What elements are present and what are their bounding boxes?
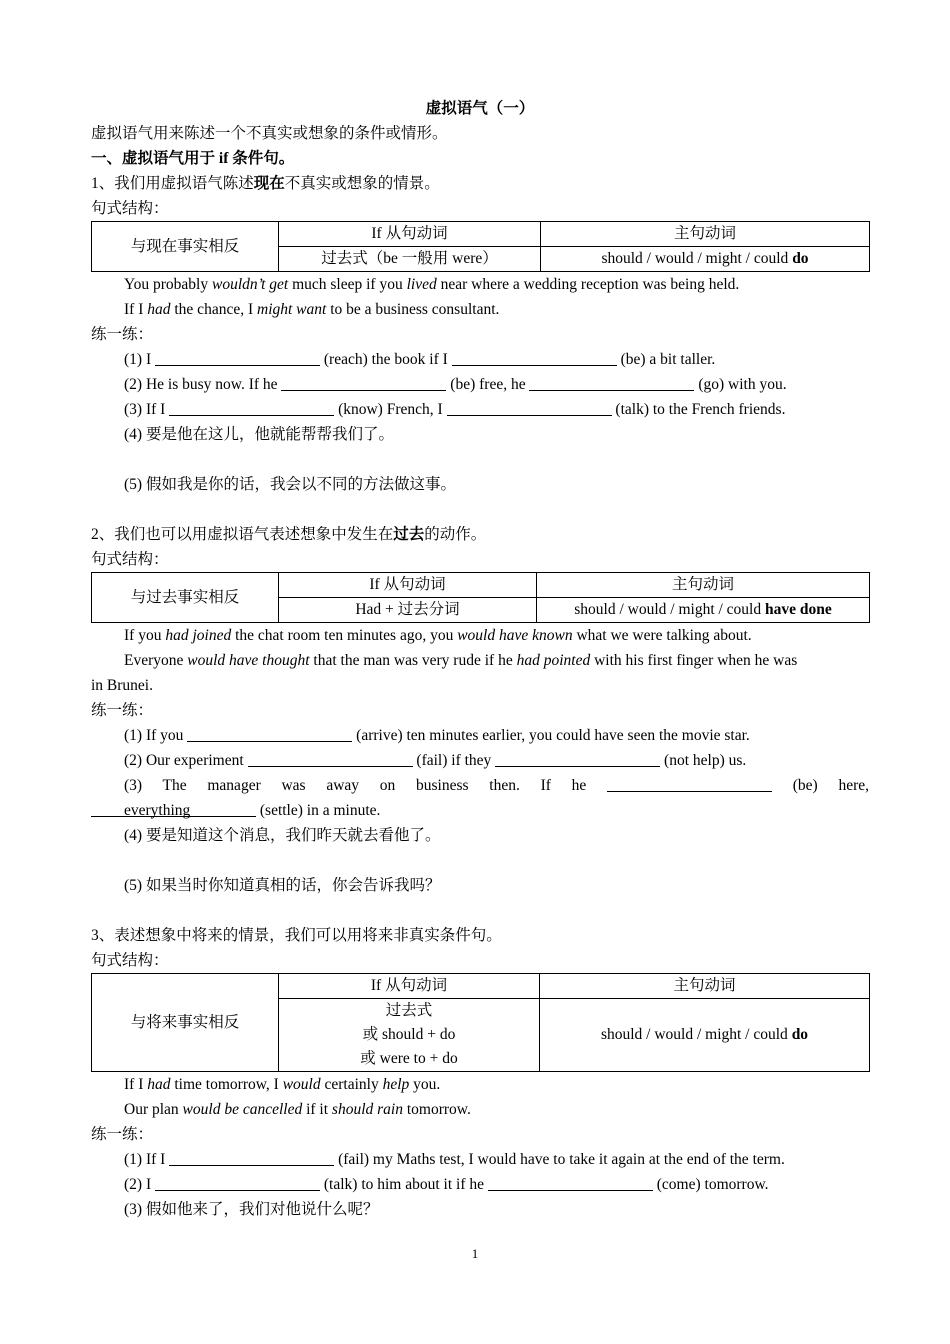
page-title: 虚拟语气（一） <box>425 100 535 117</box>
table-if-form: 过去式 <box>279 999 540 1024</box>
exercise-item: (5) 如果当时你知道真相的话，你会告诉我吗？ <box>124 877 441 894</box>
table-header-if: If 从句动词 <box>279 573 537 598</box>
table-main-form: should / would / might / could do <box>540 999 870 1072</box>
intro-text: 虚拟语气用来陈述一个不真实或想象的条件或情形。 <box>91 125 448 142</box>
exercise-item: (1) I (reach) the book if I (be) a bit taller. <box>124 351 716 368</box>
exercise-item: (1) If you (arrive) ten minutes earlier, you could have seen the movie star. <box>124 727 750 744</box>
table-row-label: 与过去事实相反 <box>92 573 279 623</box>
section-heading: 一、虚拟语气用于 if 条件句。 <box>91 150 295 167</box>
exercise-item: (2) Our experiment (fail) if they (not help) us. <box>124 752 747 769</box>
answer-blank[interactable] <box>529 375 694 391</box>
example-sentence: If you had joined the chat room ten minutes ago, you would have known what we were talking about. <box>124 627 752 644</box>
table-header-if: If 从句动词 <box>279 222 541 247</box>
answer-blank[interactable] <box>495 751 660 767</box>
exercise-item: (3) If I (know) French, I (talk) to the French friends. <box>124 401 786 418</box>
part3-heading: 3、表述想象中将来的情景，我们可以用将来非真实条件句。 <box>91 927 502 944</box>
answer-blank[interactable] <box>155 1175 320 1191</box>
practice-label: 练一练： <box>91 1126 154 1143</box>
part2-heading: 2、我们也可以用虚拟语气表述想象中发生在过去的动作。 <box>91 526 487 543</box>
answer-blank[interactable] <box>488 1175 653 1191</box>
exercise-item: (4) 要是知道这个消息，我们昨天就去看他了。 <box>124 827 441 844</box>
example-sentence: You probably wouldn’t get much sleep if you lived near where a wedding reception was being held. <box>124 276 740 293</box>
exercise-item: (2) I (talk) to him about it if he (come) tomorrow. <box>124 1176 769 1193</box>
table-if-form: 或 were to + do <box>279 1047 540 1072</box>
exercise-item: (4) 要是他在这儿，他就能帮帮我们了。 <box>124 426 394 443</box>
table-row-label: 与现在事实相反 <box>92 222 279 272</box>
exercise-item: (5) 假如我是你的话，我会以不同的方法做这事。 <box>124 476 456 493</box>
answer-blank[interactable] <box>447 400 612 416</box>
answer-blank[interactable] <box>607 776 772 792</box>
table-header-if: If 从句动词 <box>279 974 540 999</box>
example-sentence: Our plan would be cancelled if it should rain tomorrow. <box>124 1101 471 1118</box>
table-header-main: 主句动词 <box>537 573 870 598</box>
table-if-form: 或 should + do <box>279 1023 540 1047</box>
part1-heading: 1、我们用虚拟语气陈述现在不真实或想象的情景。 <box>91 175 440 192</box>
exercise-item: (3) The manager was away on business then. If he (be) here, everything <box>124 777 869 819</box>
page-number: 1 <box>471 1246 479 1261</box>
part1-structure-table <box>91 221 870 272</box>
exercise-item: (1) If I (fail) my Maths test, I would have to take it again at the end of the term. <box>124 1151 785 1168</box>
answer-blank[interactable] <box>91 801 256 817</box>
practice-label: 练一练： <box>91 326 154 343</box>
answer-blank[interactable] <box>281 375 446 391</box>
part3-structure-table <box>91 973 870 1072</box>
exercise-item: (2) He is busy now. If he (be) free, he (go) with you. <box>124 376 787 393</box>
answer-blank[interactable] <box>169 400 334 416</box>
exercise-item: (3) 假如他来了，我们对他说什么呢？ <box>124 1201 379 1218</box>
structure-label: 句式结构： <box>91 200 169 217</box>
structure-label: 句式结构： <box>91 952 169 969</box>
table-main-form: should / would / might / could have done <box>537 598 870 623</box>
example-continuation: in Brunei. <box>91 677 153 694</box>
answer-blank[interactable] <box>169 1150 334 1166</box>
example-sentence: If I had the chance, I might want to be a business consultant. <box>124 301 500 318</box>
answer-blank[interactable] <box>155 350 320 366</box>
example-sentence: If I had time tomorrow, I would certainly help you. <box>124 1076 441 1093</box>
practice-label: 练一练： <box>91 702 154 719</box>
table-row-label: 与将来事实相反 <box>92 974 279 1072</box>
table-if-form: 过去式（be 一般用 were） <box>279 247 541 272</box>
table-header-main: 主句动词 <box>541 222 870 247</box>
table-header-main: 主句动词 <box>540 974 870 999</box>
table-main-form: should / would / might / could do <box>541 247 870 272</box>
answer-blank[interactable] <box>248 751 413 767</box>
answer-blank[interactable] <box>452 350 617 366</box>
document-page <box>91 96 869 1222</box>
exercise-continuation: (settle) in a minute. <box>91 798 869 823</box>
example-sentence: Everyone would have thought that the man was very rude if he had pointed with his first finger when he was <box>124 652 798 669</box>
answer-blank[interactable] <box>187 726 352 742</box>
part2-structure-table <box>91 572 870 623</box>
table-if-form: Had + 过去分词 <box>279 598 537 623</box>
structure-label: 句式结构： <box>91 551 169 568</box>
